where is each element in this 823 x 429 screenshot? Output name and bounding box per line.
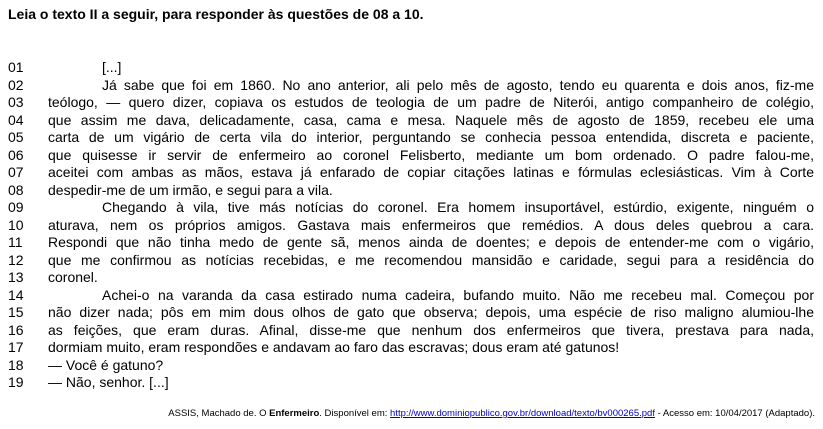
- source-accessed: - Acesso em: 10/04/2017 (Adaptado).: [654, 408, 815, 419]
- line-text: Chegando à vila, tive más notícias do coronel. Era homem insuportável, estúrdio, exigente, ninguém o: [102, 199, 814, 215]
- source-author: ASSIS, Machado de. O: [168, 408, 270, 419]
- text-line: [8, 147, 814, 165]
- text-line: [8, 199, 814, 217]
- line-number: 17: [8, 339, 24, 355]
- text-line: [8, 94, 814, 112]
- text-line: [8, 357, 814, 375]
- line-text: que quisesse ir servir de enfermeiro ao coronel Felisberto, mediante um bom ordenado. O padre falou-me,: [48, 146, 814, 163]
- text-line: [8, 217, 814, 235]
- line-number: 02: [8, 76, 24, 93]
- text-line: [8, 182, 814, 200]
- section-heading: Leia o texto II a seguir, para responder às questões de 08 a 10.: [8, 6, 424, 22]
- line-text: carta de um vigário de certa vila do interior, perguntando se conhecia pessoa entendida, discreta e paciente,: [48, 129, 814, 145]
- line-number: 01: [8, 59, 24, 75]
- text-line: [8, 269, 814, 287]
- line-text: despedir-me de um irmão, e segui para a vila.: [48, 181, 333, 198]
- line-number: 07: [8, 164, 24, 180]
- line-number: 05: [8, 129, 24, 145]
- text-line: [8, 252, 814, 270]
- source-available: . Disponível em:: [319, 408, 391, 419]
- text-body: [8, 59, 814, 392]
- line-number: 10: [8, 216, 24, 233]
- line-text: as feições, que eram duras. Afinal, disse-me que nenhum dos enfermeiros que tivera, prestava para nada,: [48, 321, 814, 338]
- line-number: 04: [8, 111, 24, 128]
- text-line: [8, 77, 814, 95]
- text-line: [8, 112, 814, 130]
- line-text: teólogo, — quero dizer, copiava os estudos de teologia de um padre de Niterói, antigo companheiro de colégio,: [48, 94, 814, 110]
- line-number: 13: [8, 269, 24, 285]
- line-text: — Você é gatuno?: [48, 356, 164, 373]
- source-title: Enfermeiro: [269, 408, 320, 419]
- text-line: [8, 59, 814, 77]
- text-line: [8, 164, 814, 182]
- line-number: 18: [8, 356, 24, 373]
- line-number: 08: [8, 181, 24, 198]
- line-number: 12: [8, 251, 24, 268]
- line-text: [...]: [102, 59, 122, 75]
- line-text: aceitei com ambas as mãos, estava já enfarado de copiar citações latinas e fórmulas eclesiásticas. Vim à Corte: [48, 164, 814, 180]
- line-number: 03: [8, 94, 24, 110]
- text-line: [8, 129, 814, 147]
- source-link[interactable]: http://www.dominiopublico.gov.br/download/texto/bv000265.pdf: [390, 408, 655, 419]
- line-text: coronel.: [48, 269, 98, 285]
- line-text: Respondi que não tinha medo de gente sã, menos ainda de doentes; e depois de entender-me com o vigário,: [48, 234, 814, 250]
- text-line: [8, 304, 814, 322]
- line-number: 11: [8, 234, 23, 250]
- line-number: 06: [8, 146, 24, 163]
- source-citation: [168, 408, 815, 419]
- line-number: 09: [8, 199, 24, 215]
- line-number: 19: [8, 374, 24, 390]
- line-number: 16: [8, 321, 24, 338]
- text-line: [8, 287, 814, 305]
- text-line: [8, 322, 814, 340]
- text-line: [8, 374, 814, 392]
- text-line: [8, 234, 814, 252]
- line-text: que me confirmou as notícias recebidas, e me recomendou mansidão e caridade, segui para a residência do: [48, 251, 814, 268]
- line-number: 14: [8, 286, 24, 303]
- text-line: [8, 339, 814, 357]
- line-text: — Não, senhor. [...]: [48, 374, 169, 390]
- line-text: Já sabe que foi em 1860. No ano anterior, ali pelo mês de agosto, tendo eu quarenta e dois anos, fiz-me: [102, 76, 814, 93]
- line-number: 15: [8, 304, 24, 320]
- line-text: que assim me dava, delicadamente, casa, cama e mesa. Naquele mês de agosto de 1859, recebeu ele uma: [48, 111, 814, 128]
- line-text: não dizer nada; pôs em mim dous olhos de gato que observa; depois, uma espécie de riso maligno alumiou-lhe: [48, 304, 814, 320]
- line-text: aturava, nem os próprios amigos. Gastava mais enfermeiros que remédios. A dous deles quebrou a cara.: [48, 216, 814, 233]
- line-text: dormiam muito, eram respondões e andavam ao faro das escravas; dous eram até gatunos!: [48, 339, 620, 355]
- line-text: Achei-o na varanda da casa estirado numa cadeira, bufando muito. Não me recebeu mal. Começou por: [102, 286, 814, 303]
